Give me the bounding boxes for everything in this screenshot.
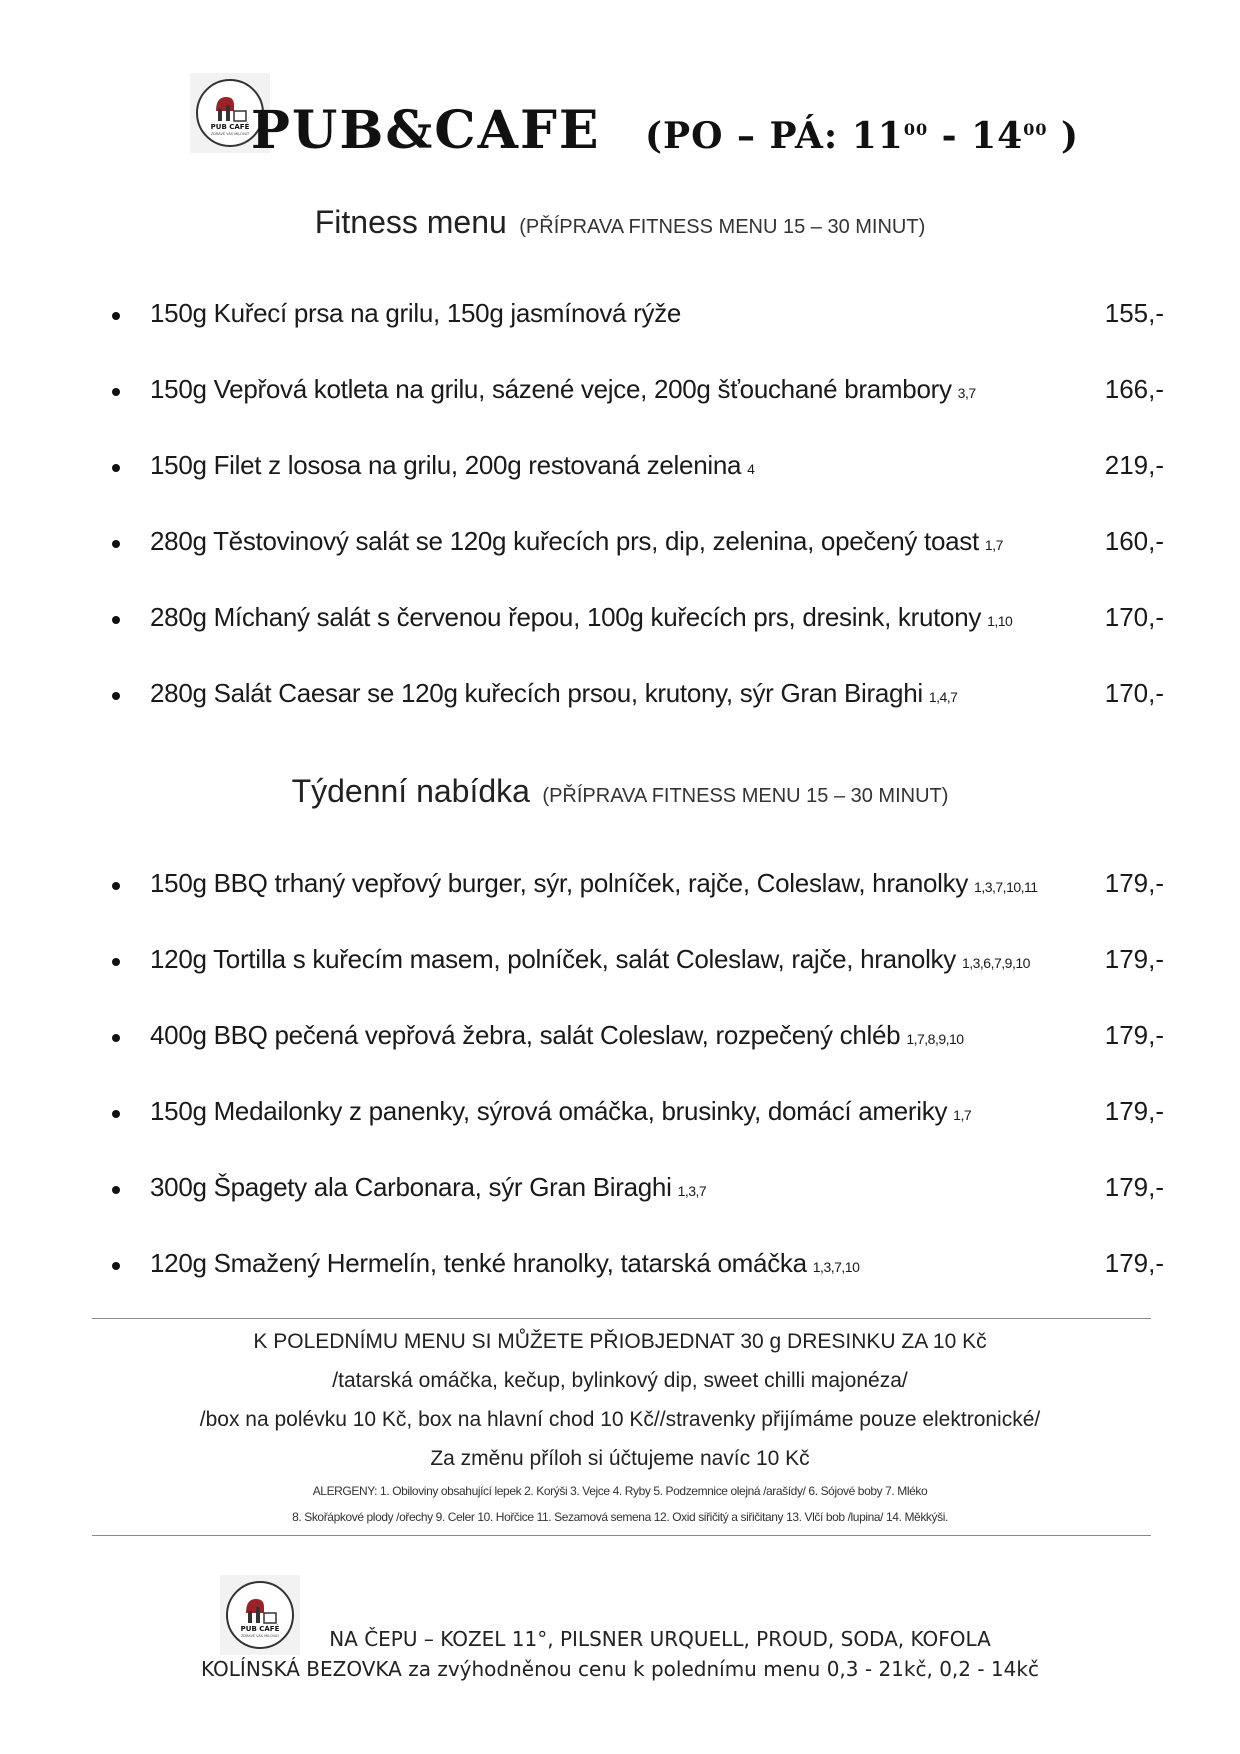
page-header (0, 100, 1240, 161)
bullet-icon (112, 464, 120, 472)
dressing-note: K POLEDNÍMU MENU SI MŮŽETE PŘIOBJEDNAT 30 g DRESINKU ZA 10 Kč (253, 1330, 987, 1353)
hours-mid: - 14 (928, 115, 1024, 157)
menu-item (0, 1020, 1240, 1096)
bullet-icon (112, 388, 120, 396)
side-change-note: Za změnu příloh si účtujeme navíc 10 Kč (430, 1447, 810, 1470)
item-price: 170,- (1104, 678, 1164, 708)
brand-title: PUB&CAFE (250, 100, 601, 161)
menu-item (0, 526, 1240, 602)
item-price: 179,- (1104, 868, 1164, 898)
menu-item (0, 602, 1240, 678)
item-allergens: 1,3,7 (677, 1183, 707, 1199)
item-name: 150g Filet z lososa na grilu, 200g restovaná zelenina (150, 450, 742, 480)
menu-item (0, 944, 1240, 1020)
item-name: 120g Tortilla s kuřecím masem, polníček, salát Coleslaw, rajče, hranolky (150, 944, 956, 974)
item-price: 179,- (1104, 1248, 1164, 1278)
weekly-title: Týdenní nabídka (291, 773, 530, 809)
weekly-section-title (0, 773, 1240, 810)
bullet-icon (112, 1186, 120, 1194)
item-price: 160,- (1104, 526, 1164, 556)
item-price: 179,- (1104, 1172, 1164, 1202)
weekly-menu-list (0, 868, 1240, 1324)
item-name: 400g BBQ pečená vepřová žebra, salát Coleslaw, rozpečený chléb (150, 1020, 901, 1050)
item-allergens: 1,3,6,7,9,10 (961, 955, 1030, 971)
bullet-icon (112, 1034, 120, 1042)
weekly-note: (PŘÍPRAVA FITNESS MENU 15 – 30 MINUT) (542, 785, 949, 807)
item-allergens: 1,4,7 (928, 689, 958, 705)
item-price: 179,- (1104, 944, 1164, 974)
item-name: 280g Těstovinový salát se 120g kuřecích prs, dip, zelenina, opečený toast (150, 526, 979, 556)
item-name: 150g Kuřecí prsa na grilu, 150g jasmínová rýže (150, 298, 682, 328)
item-allergens: 1,7 (953, 1107, 972, 1123)
divider (92, 1318, 1151, 1319)
item-name: 150g Medailonky z panenky, sýrová omáčka, brusinky, domácí ameriky (150, 1096, 948, 1126)
item-price: 219,- (1104, 450, 1164, 480)
bullet-icon (112, 692, 120, 700)
item-allergens: 3,7 (957, 385, 976, 401)
box-note: /box na polévku 10 Kč, box na hlavní chod 10 Kč//stravenky přijímáme pouze elektronické/ (199, 1408, 1041, 1431)
bezovka-offer: KOLÍNSKÁ BEZOVKA za zvýhodněnou cenu k polednímu menu 0,3 - 21kč, 0,2 - 14kč (201, 1657, 1039, 1681)
bullet-icon (112, 540, 120, 548)
item-price: 179,- (1104, 1096, 1164, 1126)
logo-subtext: ZDRAVÉ VÁS MILOVAT (210, 132, 250, 136)
hours-sup-end: 00 (1023, 120, 1048, 139)
item-name: 300g Špagety ala Carbonara, sýr Gran Biraghi (150, 1172, 672, 1202)
bullet-icon (112, 1110, 120, 1118)
fitness-menu-list (0, 298, 1240, 754)
item-allergens: 1,10 (987, 613, 1013, 629)
item-price: 166,- (1104, 374, 1164, 404)
item-name: 280g Salát Caesar se 120g kuřecích prsou, krutony, sýr Gran Biraghi (150, 678, 923, 708)
item-name: 120g Smažený Hermelín, tenké hranolky, tatarská omáčka (150, 1248, 807, 1278)
menu-item (0, 1248, 1240, 1324)
bullet-icon (112, 958, 120, 966)
logo-subtext: ZDRAVÉ VÁS MILOVAT (240, 1634, 280, 1638)
fitness-note: (PŘÍPRAVA FITNESS MENU 15 – 30 MINUT) (519, 216, 926, 238)
item-price: 170,- (1104, 602, 1164, 632)
hours-prefix: (PO – PÁ: 11 (645, 115, 904, 157)
hours-sup-start: 00 (903, 120, 929, 139)
fitness-title: Fitness menu (314, 204, 507, 240)
item-name: 280g Míchaný salát s červenou řepou, 100g kuřecích prs, dresink, krutony (150, 602, 982, 632)
hours-suffix: ) (1047, 115, 1080, 157)
item-allergens: 1,7 (984, 537, 1003, 553)
item-allergens: 1,3,7,10 (812, 1259, 860, 1275)
divider (92, 1535, 1151, 1536)
bullet-icon (112, 312, 120, 320)
menu-item (0, 868, 1240, 944)
footer-notes (0, 1322, 1240, 1530)
item-name: 150g Vepřová kotleta na grilu, sázené vejce, 200g šťouchané brambory (150, 374, 952, 404)
allergens-legend-1: ALERGENY: 1. Obiloviny obsahující lepek 2. Korýši 3. Vejce 4. Ryby 5. Podzemnice olejná /arašídy/ 6. Sójové boby 7. Mléko (312, 1484, 928, 1498)
item-allergens: 1,3,7,10,11 (974, 879, 1038, 895)
menu-item (0, 450, 1240, 526)
item-price: 155,- (1104, 298, 1164, 328)
draft-beers: NA ČEPU – KOZEL 11°, PILSNER URQUELL, PROUD, SODA, KOFOLA (329, 1627, 991, 1651)
logo-text: PUB CAFÉ (210, 123, 250, 131)
allergens-legend-2: 8. Skořápkové plody /ořechy 9. Celer 10. Hořčice 11. Sezamová semena 12. Oxid siřičitý a siřičitany 13. Vlčí bob /lupina/ 14. Měkkýši. (292, 1510, 948, 1524)
bullet-icon (112, 882, 120, 890)
item-allergens: 1,7,8,9,10 (906, 1031, 964, 1047)
item-price: 179,- (1104, 1020, 1164, 1050)
bullet-icon (112, 1262, 120, 1270)
item-allergens: 4 (747, 461, 755, 477)
fitness-section-title (0, 204, 1240, 241)
sauces-note: /tatarská omáčka, kečup, bylinkový dip, sweet chilli majonéza/ (332, 1369, 908, 1392)
logo-text: PUB CAFÉ (240, 1625, 280, 1633)
opening-hours (645, 115, 1079, 157)
menu-item (0, 678, 1240, 754)
item-name: 150g BBQ trhaný vepřový burger, sýr, polníček, rajče, Coleslaw, hranolky (150, 868, 969, 898)
menu-item (0, 1096, 1240, 1172)
bullet-icon (112, 616, 120, 624)
menu-item (0, 1172, 1240, 1248)
menu-item (0, 298, 1240, 374)
menu-item (0, 374, 1240, 450)
